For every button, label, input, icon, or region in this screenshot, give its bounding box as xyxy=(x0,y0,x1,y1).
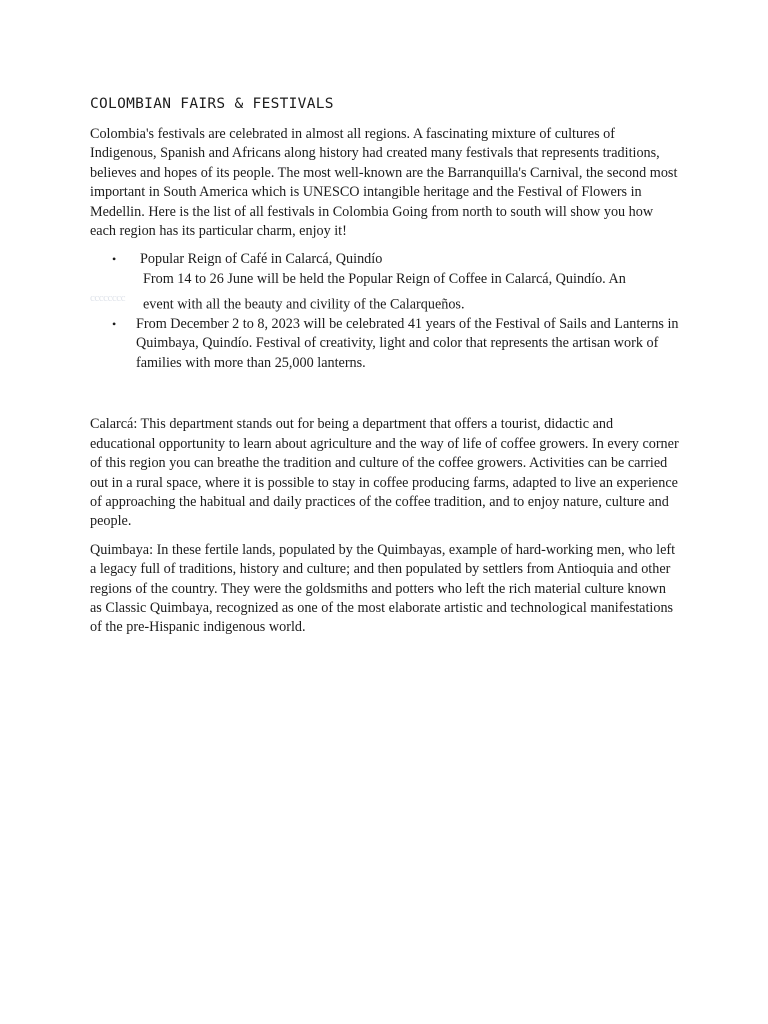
quimbaya-paragraph: Quimbaya: In these fertile lands, populated by the Quimbayas, example of hard-working men, who left a legacy full of traditions, history and culture; and then populated by settlers from Antioquia and other regions of the country. They were the goldsmiths and potters who left the rich material culture known as Classic Quimbaya, recognized as one of the most elaborate artistic and technological manifestations of the pre-Hispanic indigenous world. xyxy=(90,541,676,636)
spacer xyxy=(90,373,680,415)
list-item xyxy=(90,250,680,315)
festival-list xyxy=(90,250,680,373)
festival-description: From December 2 to 8, 2023 will be celebrated 41 years of the Festival of Sails and Lanterns in Quimbaya, Quindío. Festival of creativity, light and color that represents the artisan work of families with more than 25,000 lanterns. xyxy=(136,316,679,371)
bullet-icon: • xyxy=(112,252,117,267)
hidden-text-artifact: cccccccc xyxy=(90,292,126,305)
festival-title: Popular Reign of Café in Calarcá, Quindío xyxy=(140,251,383,268)
bullet-icon: • xyxy=(112,317,117,332)
document-page xyxy=(90,95,680,638)
intro-paragraph: Colombia's festivals are celebrated in almost all regions. A fascinating mixture of cultures of Indigenous, Spanish and Africans along history had created many festivals that represents traditions, believes and hopes of its people. The most well-known are the Barranquilla's Carnival, the second most important in South America which is UNESCO intangible heritage and the Festival of Flowers in Medellin. Here is the list of all festivals in Colombia Going from north to south will show you how each region has its particular charm, enjoy it! xyxy=(90,126,678,240)
calarca-paragraph: Calarcá: This department stands out for being a department that offers a tourist, didactic and educational opportunity to learn about agriculture and the way of life of coffee growers. In every corner of this region you can breathe the tradition and culture of the coffee growers. Activities can be carried out in a rural space, where it is possible to stay in coffee producing farms, adapted to live an experience of approaching the habitual and daily practices of the coffee tradition, and to enjoy nature, culture and people. xyxy=(90,416,679,530)
festival-description-line-2 xyxy=(90,289,680,315)
festival-description-line-1: From 14 to 26 June will be held the Popular Reign of Coffee in Calarcá, Quindío. An xyxy=(143,270,626,287)
document-title: COLOMBIAN FAIRS & FESTIVALS xyxy=(90,96,334,112)
list-item xyxy=(90,315,680,373)
festival-description-line-2-text: event with all the beauty and civility of the Calarqueños. xyxy=(143,296,465,313)
